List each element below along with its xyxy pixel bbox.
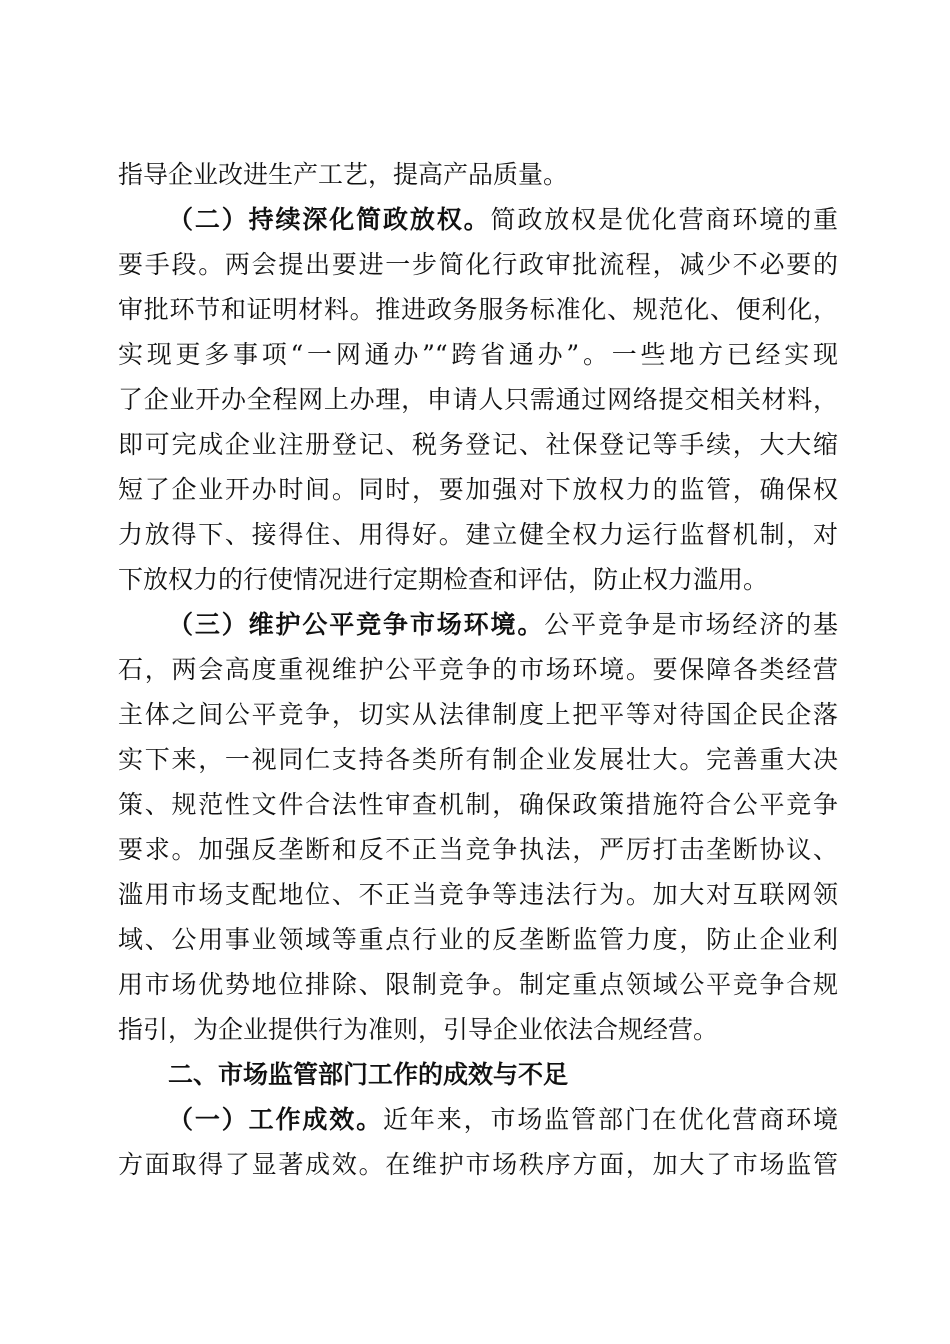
text-line: 策、规范性文件合法性审查机制，确保政策措施符合公平竞争 — [118, 790, 838, 819]
text-line: 指导企业改进生产工艺，提高产品质量。 — [118, 160, 569, 189]
text-line: 石，两会高度重视维护公平竞争的市场环境。要保障各类经营 — [118, 655, 838, 684]
paragraph-first-line — [168, 1100, 838, 1140]
paragraph-text: 简政放权是优化营商环境的重 — [490, 205, 838, 234]
text-line: 审批环节和证明材料。推进政务服务标准化、规范化、便利化， — [118, 295, 838, 324]
paragraph-first-line — [168, 200, 838, 240]
paragraph-heading: （一）工作成效。 — [168, 1105, 383, 1134]
text-line: 域、公用事业领域等重点行业的反垄断监管力度，防止企业利 — [118, 925, 838, 954]
text-line: 实下来，一视同仁支持各类所有制企业发展壮大。完善重大决 — [118, 745, 838, 774]
paragraph-heading: （三）维护公平竞争市场环境。 — [168, 610, 545, 639]
paragraph-text: 公平竞争是市场经济的基 — [544, 610, 838, 639]
text-line: 要手段。两会提出要进一步简化行政审批流程，减少不必要的 — [118, 250, 838, 279]
paragraph-text: 近年来，市场监管部门在优化营商环境 — [383, 1105, 838, 1134]
text-line: 实现更多事项“一网通办”“跨省通办”。一些地方已经实现 — [118, 340, 838, 369]
section-title: 二、市场监管部门工作的成效与不足 — [168, 1060, 569, 1089]
text-line: 滥用市场支配地位、不正当竞争等违法行为。加大对互联网领 — [118, 880, 838, 909]
text-line: 下放权力的行使情况进行定期检查和评估，防止权力滥用。 — [118, 565, 769, 594]
text-line: 力放得下、接得住、用得好。建立健全权力运行监督机制，对 — [118, 520, 838, 549]
text-line: 了企业开办全程网上办理，申请人只需通过网络提交相关材料， — [118, 385, 838, 414]
text-line: 指引，为企业提供行为准则，引导企业依法合规经营。 — [118, 1015, 719, 1044]
text-line: 短了企业开办时间。同时，要加强对下放权力的监管，确保权 — [118, 475, 838, 504]
text-line: 方面取得了显著成效。在维护市场秩序方面，加大了市场监管 — [118, 1150, 838, 1179]
paragraph-heading: （二）持续深化简政放权。 — [168, 205, 491, 234]
text-line: 即可完成企业注册登记、税务登记、社保登记等手续，大大缩 — [118, 430, 838, 459]
text-line: 主体之间公平竞争，切实从法律制度上把平等对待国企民企落 — [118, 700, 838, 729]
paragraph-first-line — [168, 605, 838, 645]
text-line: 要求。加强反垄断和反不正当竞争执法，严厉打击垄断协议、 — [118, 835, 838, 864]
text-line: 用市场优势地位排除、限制竞争。制定重点领域公平竞争合规 — [118, 970, 838, 999]
